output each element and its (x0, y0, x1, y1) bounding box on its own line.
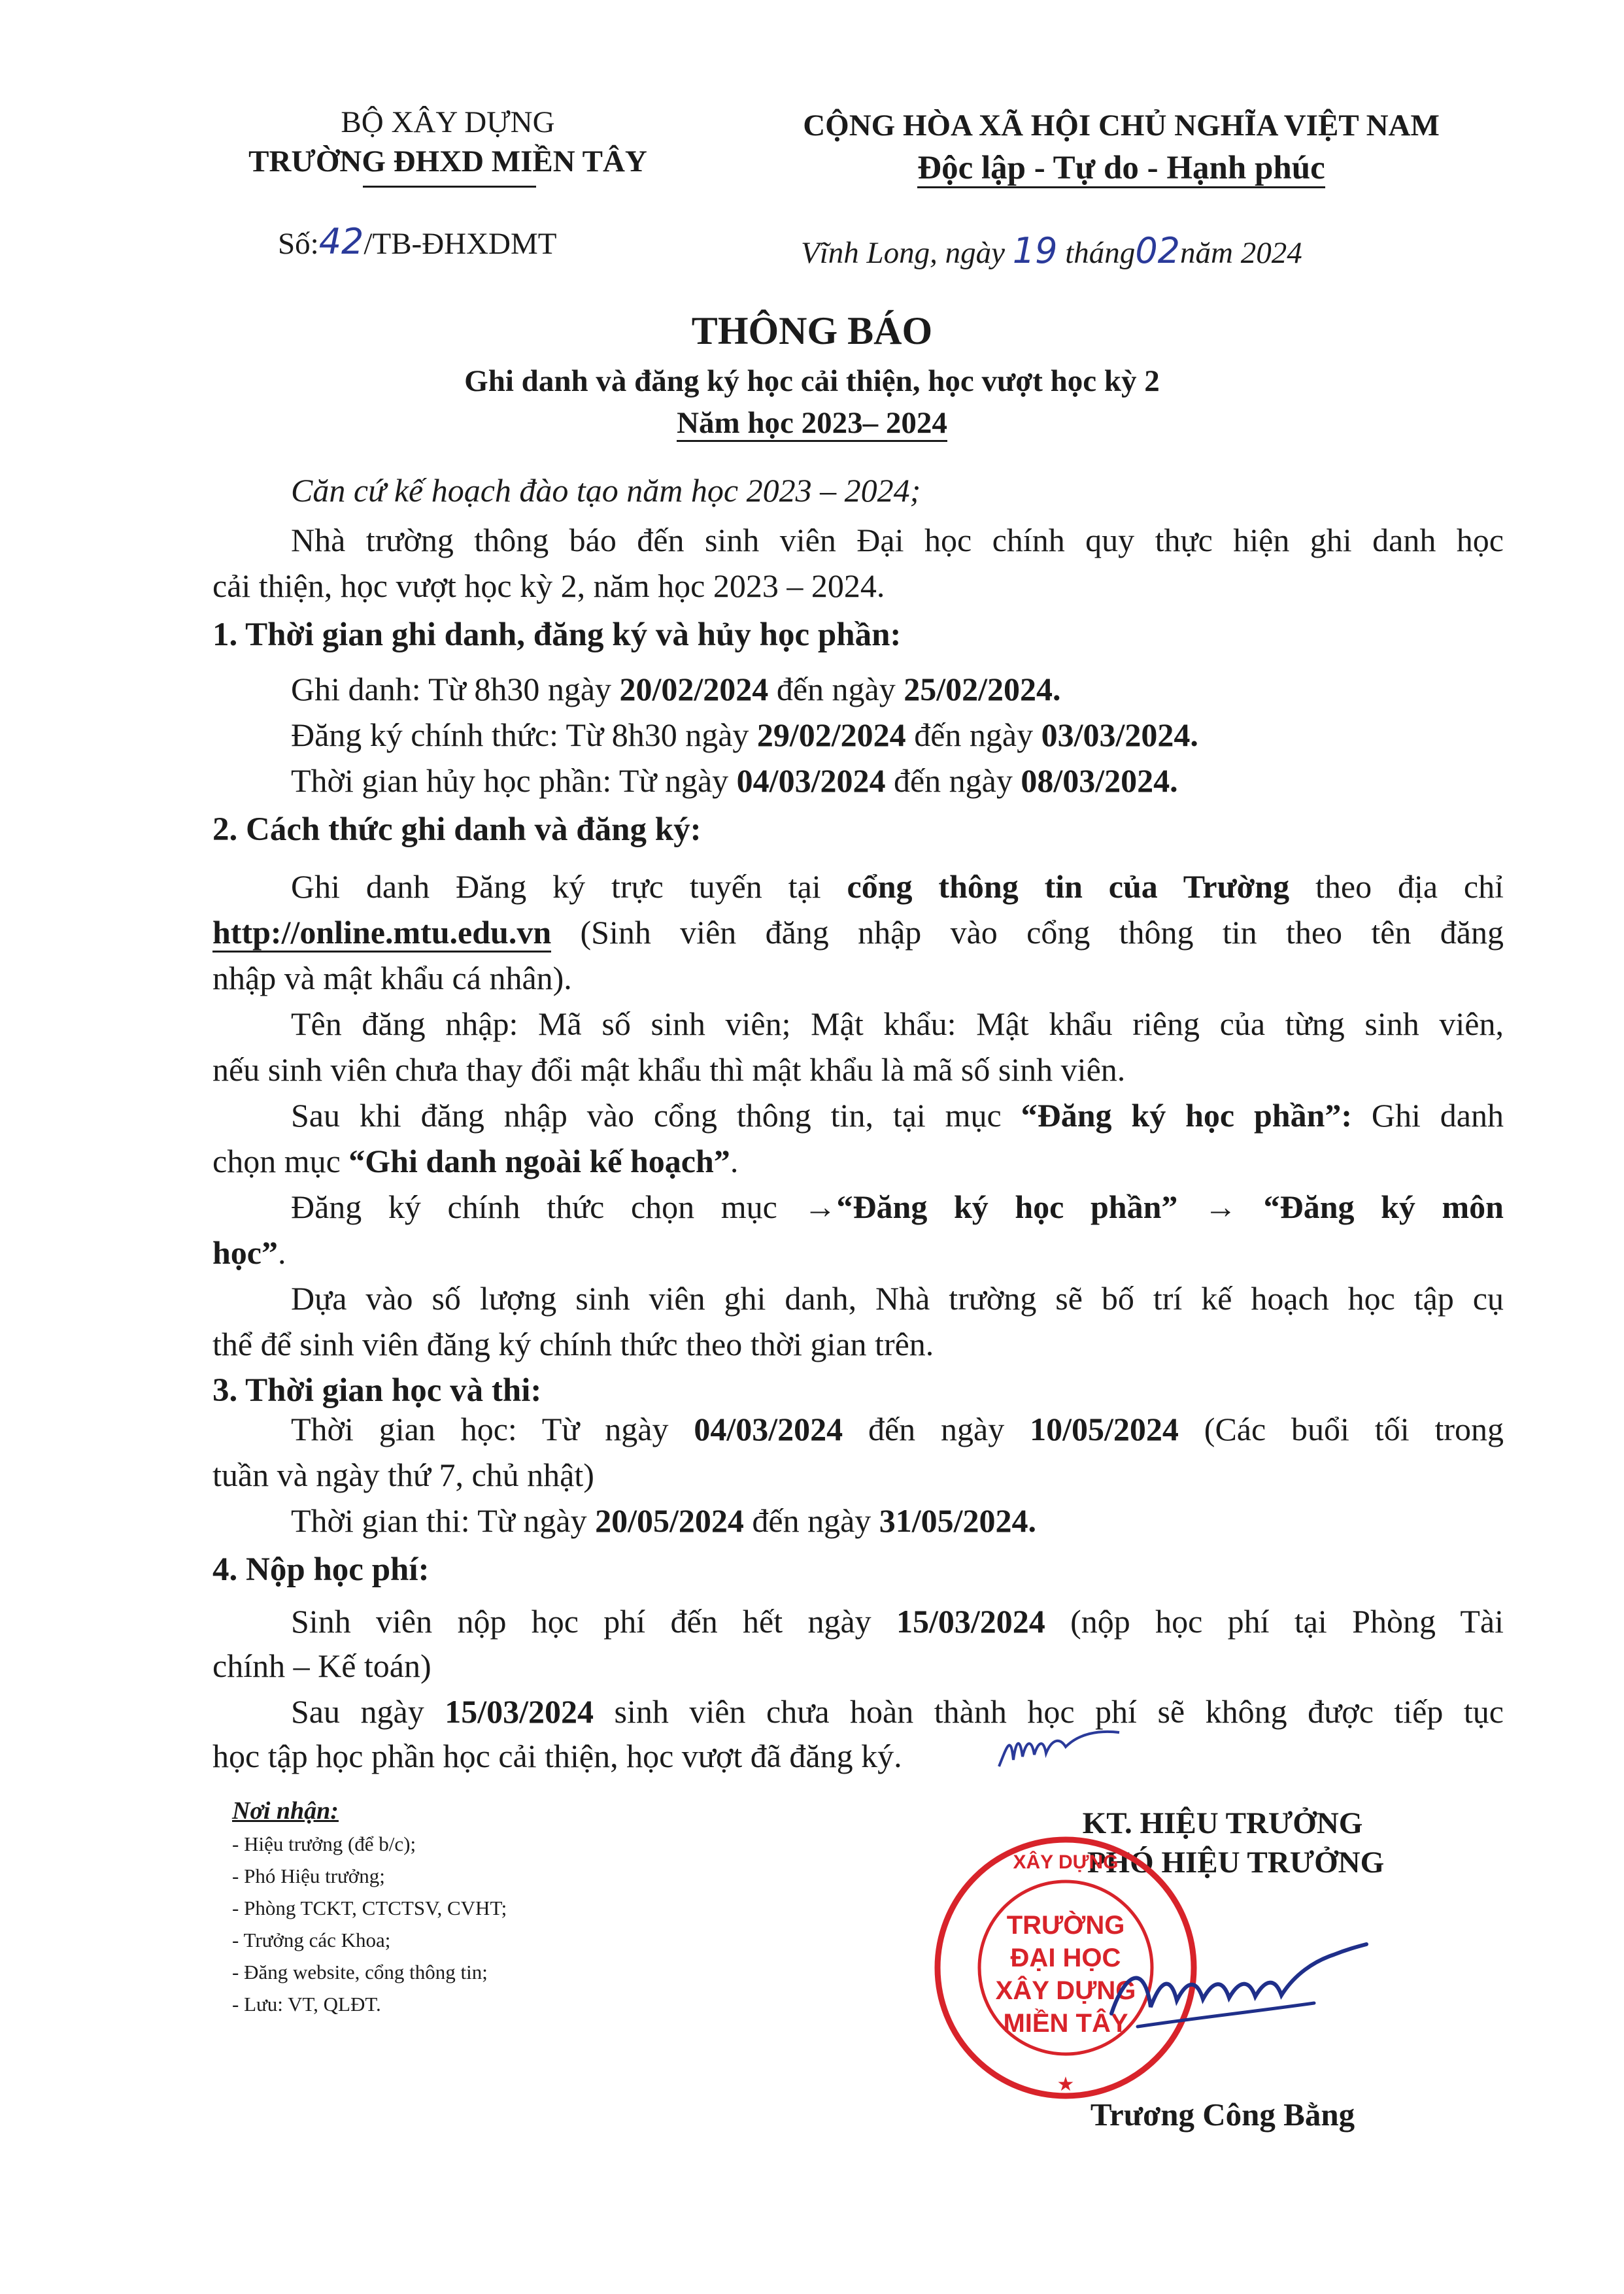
header-left-underline (363, 186, 536, 188)
s2-p3-line-2 (212, 1139, 738, 1183)
legal-basis: Căn cứ kế hoạch đào tạo năm học 2023 – 2024; (291, 472, 921, 509)
school-year-text: Năm học 2023– 2024 (677, 406, 947, 442)
document-number (278, 221, 556, 262)
menu-unplanned-enrollment: “Ghi danh ngoài kế hoạch” (348, 1143, 730, 1179)
initials-scribble (994, 1721, 1125, 1773)
handwritten-signature (1098, 1935, 1373, 2046)
number-prefix: Số: (278, 227, 319, 261)
section-1-heading: 1. Thời gian ghi danh, đăng ký và hủy học phần: (212, 616, 902, 653)
menu-path-end: học” (212, 1234, 278, 1271)
recipient-item: - Lưu: VT, QLĐT. (232, 1993, 381, 2016)
s1-l3-text: Thời gian hủy học phần: Từ ngày (291, 762, 737, 799)
ministry-name: BỘ XÂY DỰNG (341, 105, 555, 139)
stamp-line-3: XÂY DỰNG (995, 1976, 1136, 2005)
recipient-item: - Phó Hiệu trưởng; (232, 1864, 385, 1887)
s3-l1-text: Thời gian học: Từ ngày (291, 1411, 694, 1447)
stamp-line-4: MIỀN TÂY (1003, 2009, 1128, 2038)
date-month-handwritten: 02 (1135, 230, 1181, 271)
s1-l1-connector: đến ngày (768, 671, 904, 707)
s1-l3-connector: đến ngày (885, 762, 1021, 799)
s2-p1-l2-text: (Sinh viên đăng nhập vào cổng thông tin theo tên đăng (551, 914, 1504, 951)
s3-study-end: 10/05/2024 (1030, 1411, 1179, 1447)
date-day-handwritten: 19 (1012, 230, 1058, 271)
motto (706, 149, 1536, 187)
s2-p5-line-2: thể để sinh viên đăng ký chính thức theo thời gian trên. (212, 1326, 934, 1362)
recipient-item: - Đăng website, cổng thông tin; (232, 1961, 488, 1983)
recipient-item: - Phòng TCKT, CTCTSV, CVHT; (232, 1897, 507, 1919)
date-place-text: Vĩnh Long, ngày (801, 236, 1006, 270)
date-month-word: tháng (1065, 236, 1136, 270)
section-1-cancel-period (291, 758, 1178, 803)
number-suffix: /TB-ĐHXDMT (364, 227, 557, 261)
s4-p1-l1-text: Sinh viên nộp học phí đến hết ngày (291, 1603, 896, 1640)
s1-l1-date-start: 20/02/2024 (619, 671, 769, 707)
intro-line-1: Nhà trường thông báo đến sinh viên Đại học chính quy thực hiện ghi danh học (291, 522, 1504, 558)
stamp-ring-text: XÂY DỰNG (1013, 1851, 1119, 1873)
recipients-list (232, 1828, 507, 2020)
s2-p3-l1-text: Sau khi đăng nhập vào cổng thông tin, tại mục (291, 1097, 1021, 1134)
s2-p1-line-1 (291, 864, 1504, 909)
section-3-heading: 3. Thời gian học và thi: (212, 1372, 542, 1409)
s4-fee-deadline: 15/03/2024 (896, 1603, 1045, 1640)
number-handwritten: 42 (318, 221, 364, 262)
section-4-heading: 4. Nộp học phí: (212, 1551, 430, 1588)
stamp-line-2: ĐẠI HỌC (1010, 1944, 1121, 1972)
s1-l3-date-start: 04/03/2024 (736, 762, 886, 799)
s2-p4-l1-text: Đăng ký chính thức chọn mục (291, 1189, 804, 1225)
s4-p2-l1-rest: sinh viên chưa hoàn thành học phí sẽ không được tiếp tục (594, 1693, 1504, 1730)
section-2-heading: 2. Cách thức ghi danh và đăng ký: (212, 811, 702, 848)
s3-line-2: tuần và ngày thứ 7, chủ nhật) (212, 1457, 594, 1493)
date-year: năm 2024 (1180, 236, 1302, 270)
section-1-registration-period (291, 667, 1061, 711)
s3-l1-connector: đến ngày (843, 1411, 1030, 1447)
s2-p2-line-1: Tên đăng nhập: Mã số sinh viên; Mật khẩu: Mật khẩu riêng của từng sinh viên, (291, 1005, 1504, 1042)
s2-p4-line-2 (212, 1230, 286, 1275)
signature-title-2: PHÓ HIỆU TRƯỞNG (1087, 1846, 1385, 1880)
s2-p1-l1-end: theo địa chỉ (1289, 868, 1504, 905)
s1-l2-date-end: 03/03/2024. (1041, 717, 1198, 753)
document-subtitle: Ghi danh và đăng ký học cải thiện, học vượt học kỳ 2 (464, 364, 1160, 398)
s4-p1-l1-note: (nộp học phí tại Phòng Tài (1045, 1603, 1504, 1640)
intro-line-2: cải thiện, học vượt học kỳ 2, năm học 2023 – 2024. (212, 567, 885, 604)
s1-l2-connector: đến ngày (905, 717, 1041, 753)
s2-p1-line-3: nhập và mật khẩu cá nhân). (212, 960, 572, 996)
portal-url-link[interactable]: http://online.mtu.edu.vn (212, 914, 551, 953)
s2-p1-l1-text: Ghi danh Đăng ký trực tuyến tại (291, 868, 847, 905)
school-name (219, 144, 677, 179)
document-title: THÔNG BÁO (691, 309, 933, 352)
section-1-official-period (291, 713, 1198, 757)
s2-p3-l1-end: Ghi danh (1352, 1097, 1504, 1134)
s1-l2-text: Đăng ký chính thức: Từ 8h30 ngày (291, 717, 757, 753)
country-name: CỘNG HÒA XÃ HỘI CHỦ NGHĨA VIỆT NAM (803, 109, 1440, 143)
s4-p1-line-1 (291, 1599, 1504, 1644)
s1-l3-date-end: 08/03/2024. (1021, 762, 1178, 799)
s4-p2-l1-text: Sau ngày (291, 1693, 445, 1730)
s4-fee-deadline-2: 15/03/2024 (445, 1693, 594, 1730)
s3-l1-note: (Các buổi tối trong (1178, 1411, 1504, 1447)
recipients-title: Nơi nhận: (232, 1797, 339, 1825)
s4-p2-line-2: học tập học phần học cải thiện, học vượt đã đăng ký. (212, 1738, 902, 1774)
s3-study-start: 04/03/2024 (694, 1411, 843, 1447)
school-year (0, 405, 1624, 441)
s2-p3-l2-end: . (730, 1143, 739, 1179)
s4-p1-line-2: chính – Kế toán) (212, 1647, 431, 1684)
recipient-item: - Hiệu trưởng (để b/c); (232, 1832, 416, 1855)
s2-p2-line-2: nếu sinh viên chưa thay đổi mật khẩu thì mật khẩu là mã số sinh viên. (212, 1051, 1126, 1088)
date-place (801, 230, 1302, 271)
s3-l3-connector: đến ngày (743, 1502, 879, 1539)
s2-p4-line-1 (291, 1185, 1504, 1229)
s3-line-3 (291, 1498, 1036, 1543)
s4-p2-line-1 (291, 1689, 1504, 1734)
star-icon: ★ (1057, 2073, 1075, 2096)
menu-course-registration: “Đăng ký học phần”: (1021, 1097, 1353, 1134)
s2-p3-l2-text: chọn mục (212, 1143, 349, 1179)
s2-p1-line-2 (212, 910, 1504, 954)
school-name-text: TRƯỜNG ĐHXD MIỀN TÂY (248, 144, 647, 178)
s1-l1-text: Ghi danh: Từ 8h30 ngày (291, 671, 620, 707)
stamp-line-1: TRƯỜNG (1006, 1911, 1125, 1940)
signer-name: Trương Công Bằng (1090, 2097, 1355, 2133)
s2-p3-line-1 (291, 1093, 1504, 1138)
s3-exam-start: 20/05/2024 (595, 1502, 744, 1539)
s2-p4-l2-end: . (278, 1234, 286, 1271)
s3-line-1 (291, 1407, 1504, 1451)
s3-exam-end: 31/05/2024. (879, 1502, 1037, 1539)
s2-p5-line-1: Dựa vào số lượng sinh viên ghi danh, Nhà trường sẽ bố trí kế hoạch học tập cụ (291, 1280, 1504, 1317)
recipient-item: - Trưởng các Khoa; (232, 1929, 391, 1951)
s1-l1-date-end: 25/02/2024. (904, 671, 1061, 707)
s3-l3-text: Thời gian thi: Từ ngày (291, 1502, 596, 1539)
s1-l2-date-start: 29/02/2024 (756, 717, 906, 753)
signature-title-1: KT. HIỆU TRƯỞNG (1082, 1806, 1363, 1840)
portal-name: cổng thông tin của Trường (847, 868, 1290, 905)
motto-text: Độc lập - Tự do - Hạnh phúc (917, 150, 1325, 188)
menu-path-course-registration: →“Đăng ký học phần” → “Đăng ký môn (804, 1189, 1504, 1225)
